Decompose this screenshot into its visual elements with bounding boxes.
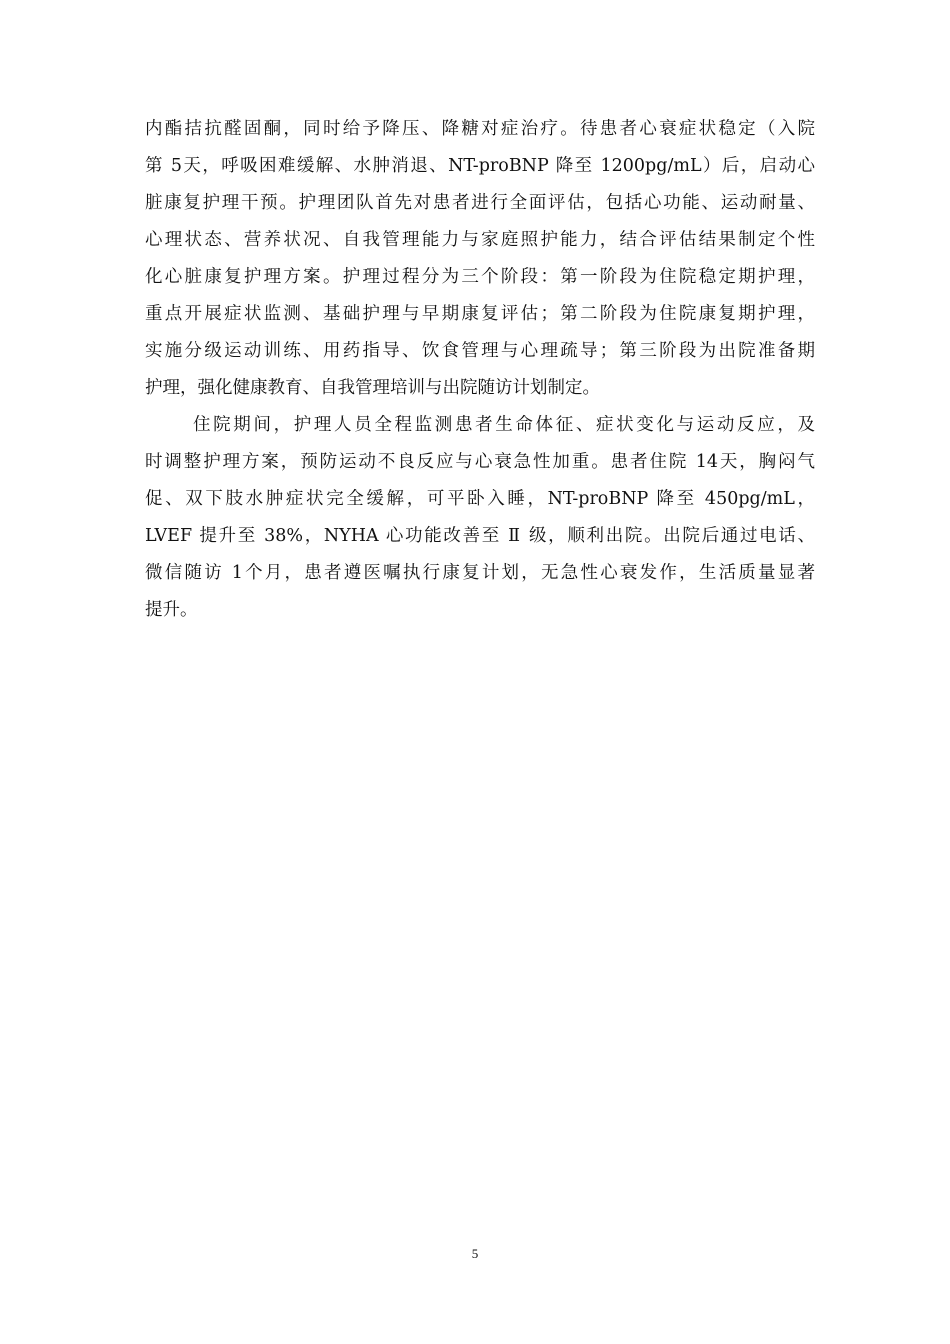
text-line: 提升。 xyxy=(145,600,198,620)
text-line: 第 5天，呼吸困难缓解、水肿消退、NT-proBNP 降至 1200pg/mL）后，启动心 xyxy=(145,156,815,176)
text-line: 住院期间，护理人员全程监测患者生命体征、症状变化与运动反应，及 xyxy=(193,415,815,435)
text-line: LVEF 提升至 38%，NYHA 心功能改善至 Ⅱ 级，顺利出院。出院后通过电话、 xyxy=(145,526,815,546)
text-line: 微信随访 1个月，患者遵医嘱执行康复计划，无急性心衰发作，生活质量显著 xyxy=(145,563,815,583)
text-line: 实施分级运动训练、用药指导、饮食管理与心理疏导；第三阶段为出院准备期 xyxy=(145,341,815,361)
text-line: 心理状态、营养状况、自我管理能力与家庭照护能力，结合评估结果制定个性 xyxy=(145,230,815,250)
text-line: 护理，强化健康教育、自我管理培训与出院随访计划制定。 xyxy=(145,378,600,398)
text-line: 脏康复护理干预。护理团队首先对患者进行全面评估，包括心功能、运动耐量、 xyxy=(145,193,815,213)
text-line: 内酯拮抗醛固酮，同时给予降压、降糖对症治疗。待患者心衰症状稳定（入院 xyxy=(145,119,815,139)
text-line: 促、双下肢水肿症状完全缓解，可平卧入睡，NT-proBNP 降至 450pg/mL， xyxy=(145,489,815,509)
text-line: 化心脏康复护理方案。护理过程分为三个阶段：第一阶段为住院稳定期护理， xyxy=(145,267,815,287)
text-line: 时调整护理方案，预防运动不良反应与心衰急性加重。患者住院 14天，胸闷气 xyxy=(145,452,815,472)
page-number: 5 xyxy=(471,1246,479,1261)
text-line: 重点开展症状监测、基础护理与早期康复评估；第二阶段为住院康复期护理， xyxy=(145,304,815,324)
